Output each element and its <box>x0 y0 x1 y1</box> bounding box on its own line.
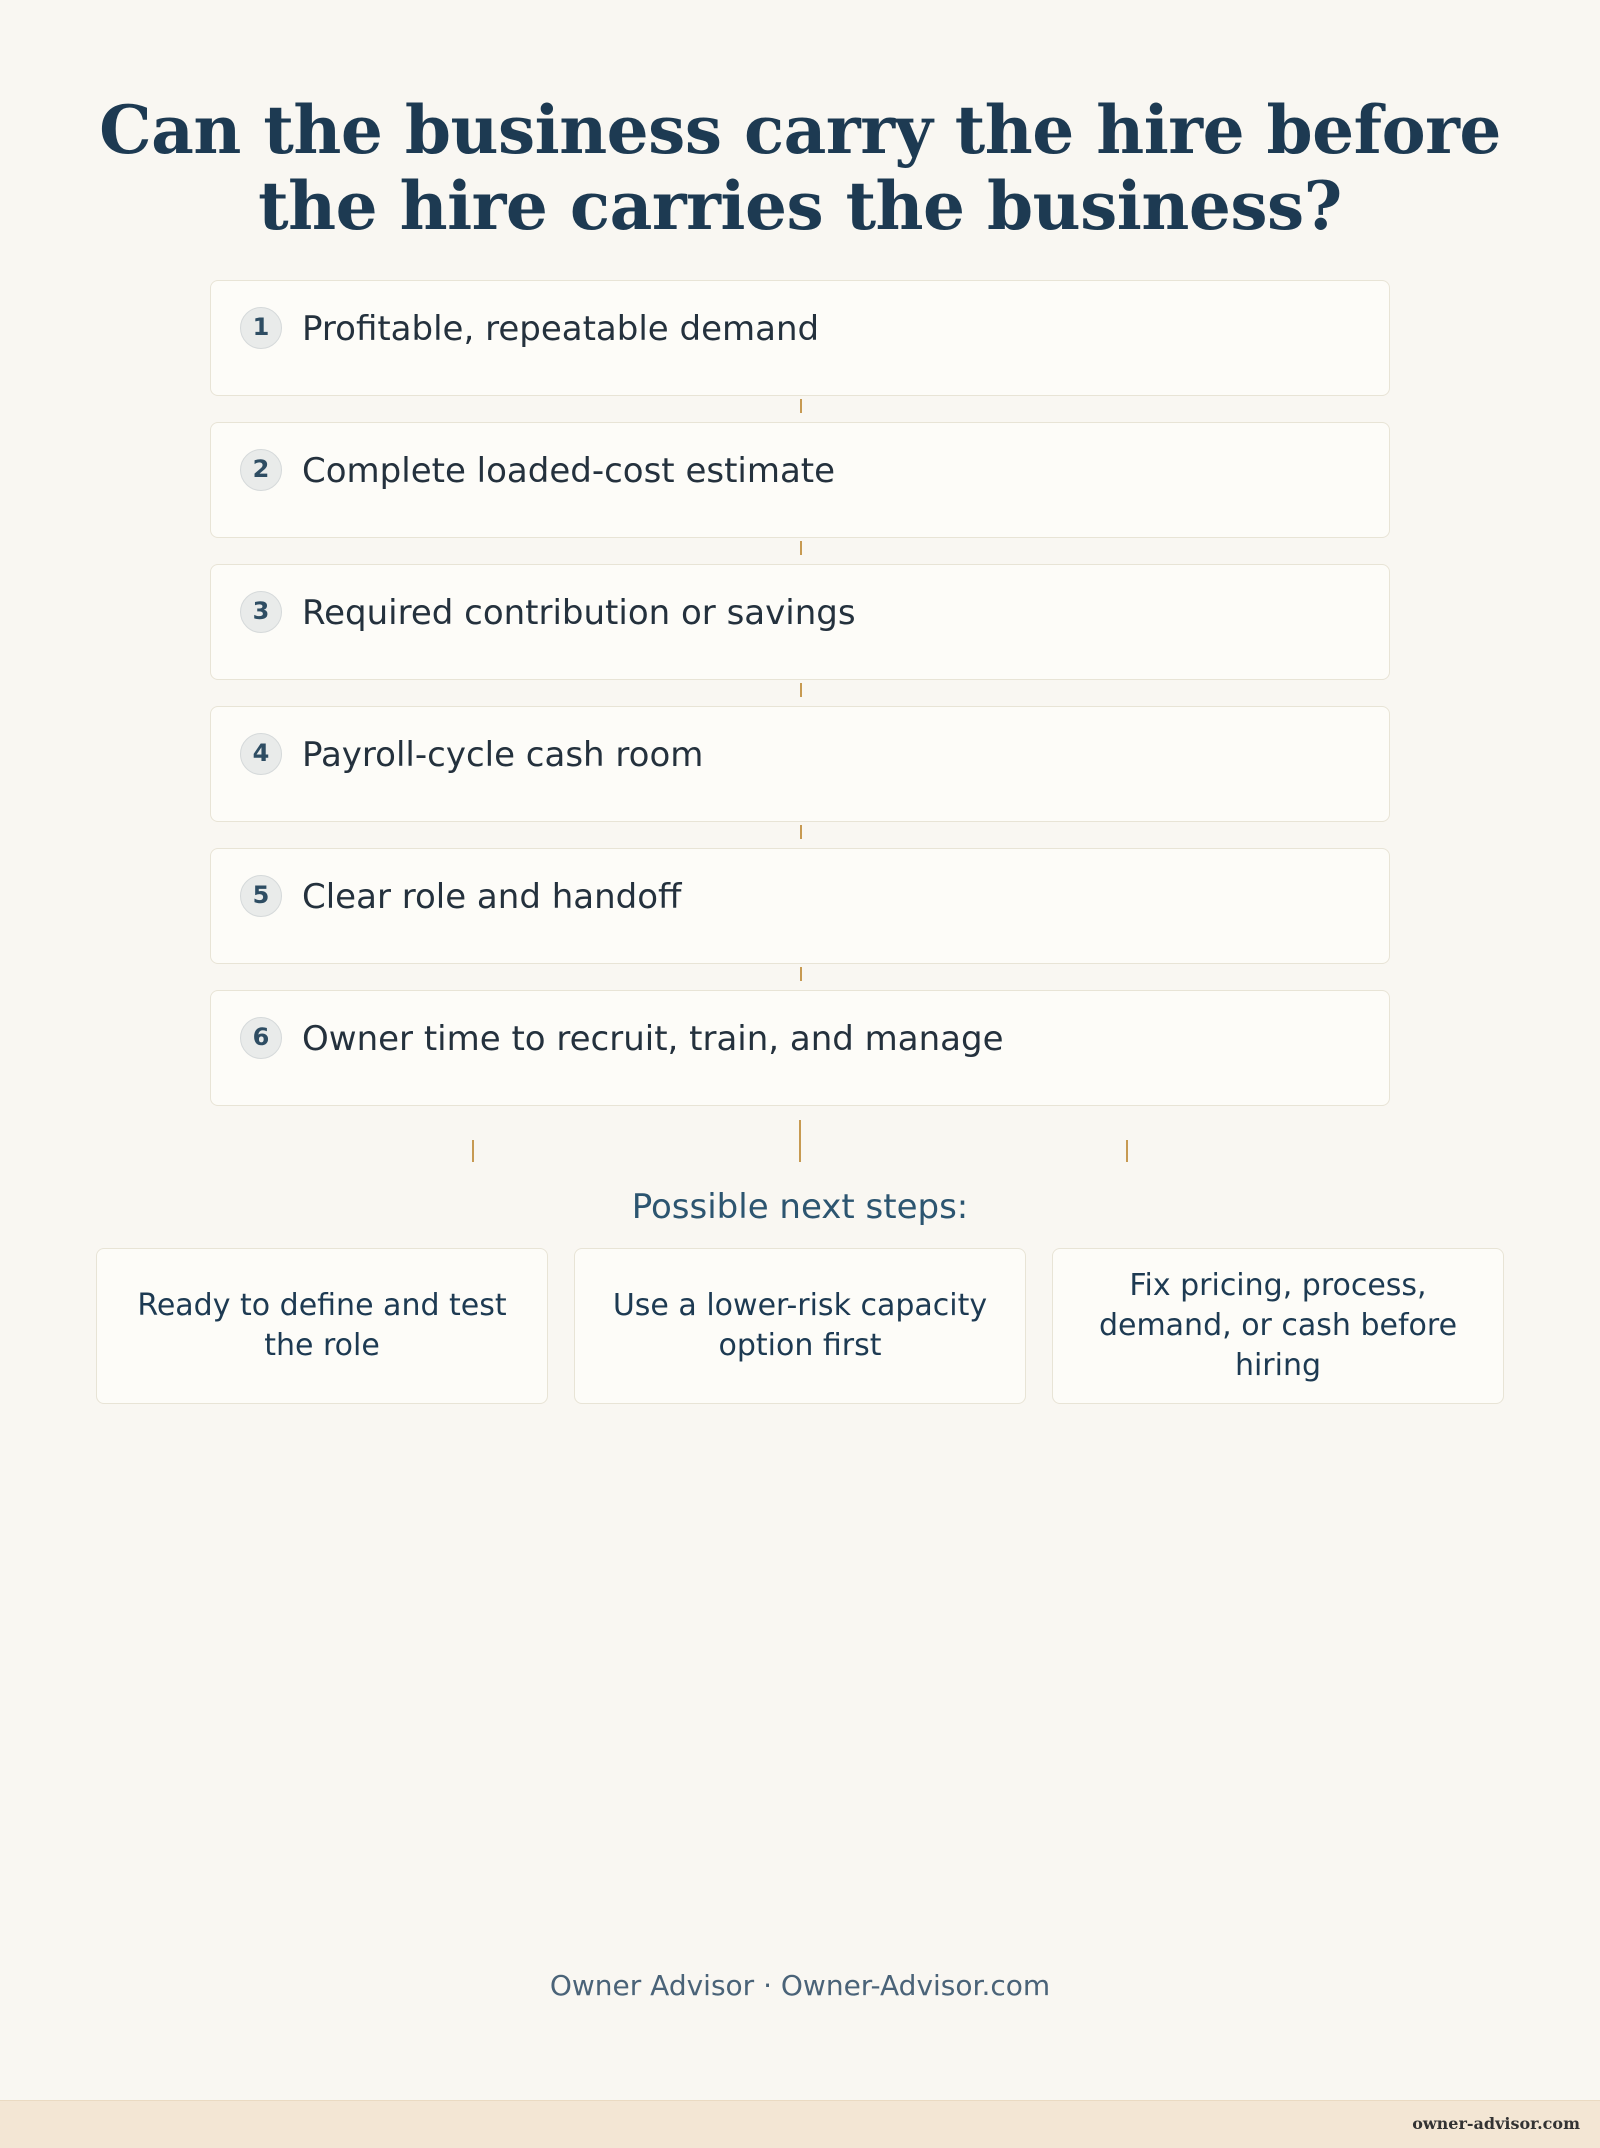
next-steps-heading: Possible next steps: <box>631 1187 969 1227</box>
step-connector-line <box>800 967 802 981</box>
step-number-badge: 3 <box>240 591 282 633</box>
step-label: Complete loaded-cost estimate <box>302 451 836 491</box>
step-connector-line <box>800 683 802 697</box>
option-card-lower-risk: Use a lower-risk capacity option first <box>574 1248 1026 1404</box>
step-connector-line <box>800 399 802 413</box>
bottom-band <box>0 2100 1600 2148</box>
step-connector-line <box>800 825 802 839</box>
step-card-4 <box>210 706 1390 822</box>
watermark-text: owner-advisor.com <box>1412 2114 1580 2133</box>
option-card-fix-first: Fix pricing, process, demand, or cash before hiring <box>1052 1248 1504 1404</box>
step-connector-line <box>800 541 802 555</box>
step-card-1 <box>210 280 1390 396</box>
step-number-badge: 4 <box>240 733 282 775</box>
step-label: Required contribution or savings <box>302 593 856 633</box>
step-label: Owner time to recruit, train, and manage <box>302 1019 1004 1059</box>
step-label: Payroll-cycle cash room <box>302 735 704 775</box>
footer-credit: Owner Advisor · Owner-Advisor.com <box>549 1969 1051 2002</box>
step-number-badge: 6 <box>240 1017 282 1059</box>
page-title: Can the business carry the hire before the hire carries the business? <box>99 91 1501 245</box>
step-number-badge: 1 <box>240 307 282 349</box>
step-card-5 <box>210 848 1390 964</box>
step-card-3 <box>210 564 1390 680</box>
step-number-badge: 5 <box>240 875 282 917</box>
checklist-steps <box>210 280 1390 1106</box>
step-number-badge: 2 <box>240 449 282 491</box>
step-card-6 <box>210 990 1390 1106</box>
option-card-ready: Ready to define and test the role <box>96 1248 548 1404</box>
step-label: Profitable, repeatable demand <box>302 309 820 349</box>
step-label: Clear role and handoff <box>302 877 682 917</box>
branch-connector <box>0 1110 1600 1170</box>
step-card-2 <box>210 422 1390 538</box>
